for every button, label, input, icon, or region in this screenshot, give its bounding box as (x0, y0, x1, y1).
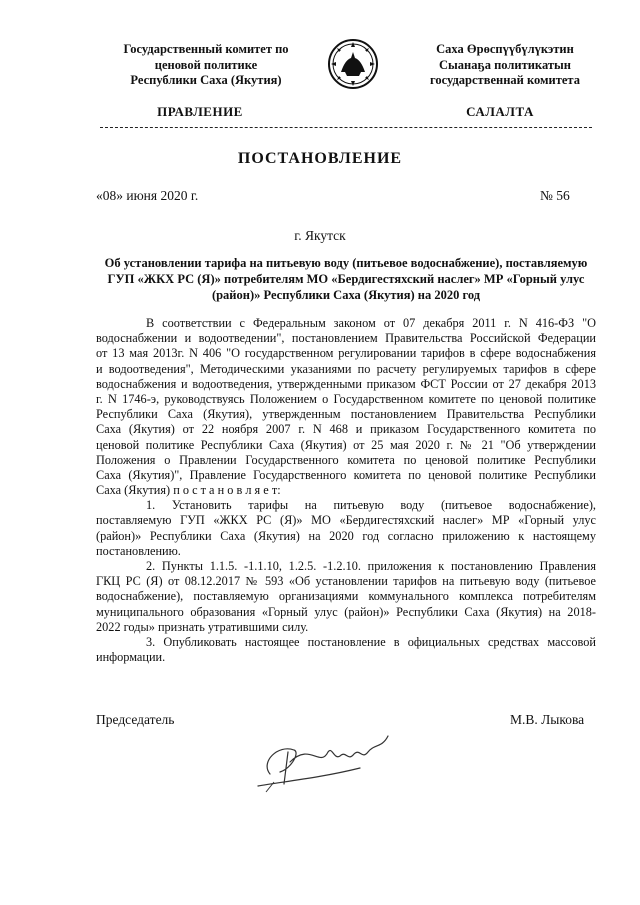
document-number: № 56 (540, 188, 570, 203)
header-right-line: государственнай комитета (430, 73, 580, 87)
body-line: 2022 годы» признать утратившими силу. (96, 619, 309, 634)
body-line: В соответствии с Федеральным законом от 07 декабря 2011 г. N 416-ФЗ "О (146, 316, 596, 330)
body-line: г. N 1746-э, руководствуясь Положением о Государственном комитете по ценовой политике (96, 391, 596, 406)
body-line: Саха (Якутия) п о с т а н о в л я е т: (96, 483, 281, 498)
body-line: Положения о Правлении Государственного комитета по ценовой политике Республики (96, 452, 596, 467)
document-city: г. Якутск (294, 228, 346, 243)
document-title: ПОСТАНОВЛЕНИЕ (237, 150, 403, 167)
header-left-line: Республики Саха (Якутия) (130, 73, 282, 87)
body-line: водоснабжения и водоотведения, утвержденными приказом ФСТ России от 27 декабря 2013 (96, 376, 596, 391)
board-label-ru: ПРАВЛЕНИЕ (157, 104, 243, 119)
body-line: информации. (96, 650, 166, 665)
yakutia-coat-of-arms-icon (327, 38, 379, 90)
header-right-sah (400, 42, 610, 89)
header-left-ru (96, 42, 316, 89)
document-date: «08» июня 2020 г. (96, 188, 199, 203)
body-line: от 13 мая 2013г. N 406 "О государственном регулировании тарифов в сфере водоснабжения (96, 346, 596, 361)
header-right-line: Саха Өрөспүүбүлүкэтин (436, 42, 574, 56)
body-line: ГКЦ РС (Я) от 08.12.2017 № 593 «Об установлении тарифов на питьевую воду (питьевое (96, 574, 596, 589)
body-line: постановлению. (96, 543, 181, 558)
header-left-line: Государственный комитет по (123, 42, 289, 56)
body-line: водоснабжении и водоотведении", постановлением Правительства Российской Федерации (96, 331, 596, 346)
body-line: Саха (Якутия)", Правление Государственного комитета по ценовой политике Республики (96, 467, 596, 482)
board-label-sah: САЛАЛТА (466, 104, 534, 119)
subject-line: ГУП «ЖКХ РС (Я)» потребителям МО «Бердигестяхский наслег» МР «Горный улус (107, 272, 585, 286)
signatory-name: М.В. Лыкова (510, 712, 585, 727)
signatory-position: Председатель (96, 712, 175, 727)
document-subject (96, 255, 596, 303)
body-line: 1. Установить тарифы на питьевую воду (питьевое водоснабжение), (146, 498, 596, 513)
body-line: ценовой политике Республики Саха (Якутия) от 25 мая 2020 г. № 21 "Об утверждении (96, 437, 596, 452)
body-line: 3. Опубликовать настоящее постановление в официальных средствах массовой (146, 634, 596, 649)
document-body (96, 316, 596, 665)
body-line: Саха (Якутия) от 22 ноября 2007 г. N 468 и приказом Государственного комитета по (96, 422, 596, 437)
header-divider (100, 127, 592, 128)
body-line: (район)» Республики Саха (Якутия) на 2020 год согласно приложению к настоящему (96, 528, 596, 543)
body-line: и водоотведения", Методическими указаниями по расчету регулируемых тарифов в сфере (96, 361, 596, 376)
handwritten-signature-icon (250, 722, 420, 802)
header-left-line: ценовой политике (154, 57, 258, 72)
body-line: Республики Саха (Якутия), утвержденным постановлением Правительства Республики (96, 407, 596, 422)
body-line: водоснабжение), поставляемую организациями коммунального комплекса потребителям (96, 589, 596, 604)
subject-line: (район)» Республики Саха (Якутия) на 2020 год (211, 288, 481, 302)
body-line: 2. Пункты 1.1.5. -1.1.10, 1.2.5. -1.2.10. приложения к постановлению Правления (146, 559, 596, 573)
body-line: поставляемую ГУП «ЖКХ РС (Я)» МО «Бердигестяхский наслег» МР «Горный улус (96, 513, 596, 528)
body-line: муниципального образования «Горный улус (район)» Республики Саха (Якутия) на 2018- (96, 604, 596, 619)
header-right-line: Сыанаҕа политикатын (439, 57, 571, 72)
subject-line: Об установлении тарифа на питьевую воду (питьевое водоснабжение), поставляемую (104, 256, 588, 270)
